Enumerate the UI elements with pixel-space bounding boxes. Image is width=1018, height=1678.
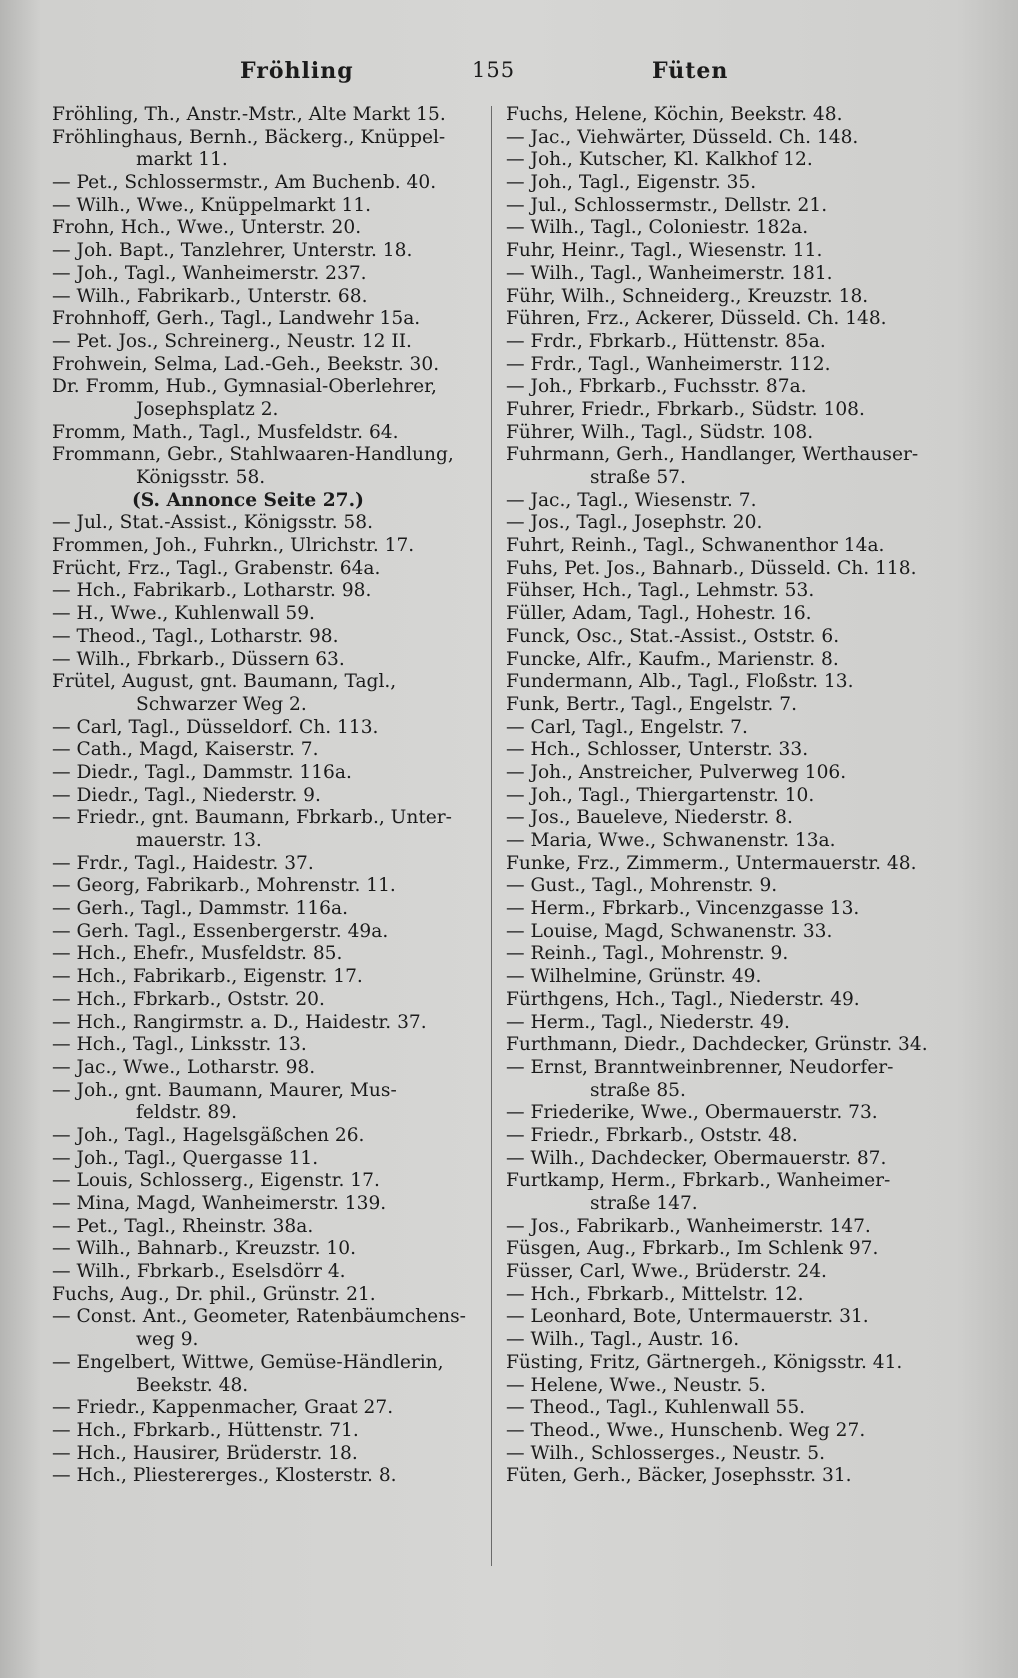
directory-entry: — Theod., Wwe., Hunschenb. Weg 27. bbox=[506, 1419, 866, 1441]
entry-continuation: straße 85. bbox=[590, 1079, 686, 1101]
directory-entry: — Joh., Tagl., Quergasse 11. bbox=[52, 1147, 319, 1169]
directory-entry: — Wilh., Bahnarb., Kreuzstr. 10. bbox=[52, 1238, 356, 1260]
directory-entry: — Gerh. Tagl., Essenbergerstr. 49a. bbox=[52, 920, 389, 942]
directory-entry: Führ, Wilh., Schneiderg., Kreuzstr. 18. bbox=[506, 285, 869, 307]
directory-entry: Frohnhoff, Gerh., Tagl., Landwehr 15a. bbox=[52, 308, 421, 330]
directory-entry: — Joh., Tagl., Thiergartenstr. 10. bbox=[506, 784, 815, 806]
directory-entry: — Pet. Jos., Schreinerg., Neustr. 12 II. bbox=[52, 330, 412, 352]
entry-continuation: Königsstr. 58. bbox=[136, 467, 266, 488]
directory-entry: Fürthgens, Hch., Tagl., Niederstr. 49. bbox=[506, 988, 860, 1010]
directory-entry: — Jac., Tagl., Wiesenstr. 7. bbox=[506, 489, 757, 511]
directory-entry: Fröhling, Th., Anstr.-Mstr., Alte Markt 15. bbox=[52, 104, 446, 125]
directory-entry: — Friederike, Wwe., Obermauerstr. 73. bbox=[506, 1102, 878, 1124]
directory-entry: Fröhlinghaus, Bernh., Bäckerg., Knüppel- bbox=[52, 126, 446, 148]
directory-entry: Füsgen, Aug., Fbrkarb., Im Schlenk 97. bbox=[506, 1238, 879, 1260]
column-divider bbox=[491, 106, 492, 1566]
directory-entry: Fuhr, Heinr., Tagl., Wiesenstr. 11. bbox=[506, 240, 823, 262]
directory-entry: — Mina, Magd, Wanheimerstr. 139. bbox=[52, 1193, 387, 1214]
entry-continuation: feldstr. 89. bbox=[136, 1102, 237, 1124]
directory-entry: Fuchs, Helene, Köchin, Beekstr. 48. bbox=[506, 104, 843, 125]
directory-entry: Funke, Frz., Zimmerm., Untermauerstr. 48. bbox=[506, 852, 917, 874]
directory-entry: — Diedr., Tagl., Niederstr. 9. bbox=[52, 784, 321, 806]
directory-entry: Führer, Wilh., Tagl., Südstr. 108. bbox=[506, 421, 814, 443]
entry-continuation: markt 11. bbox=[136, 149, 228, 171]
directory-entry: — Ernst, Branntweinbrenner, Neudorfer- bbox=[506, 1056, 894, 1078]
directory-entry: — Joh., gnt. Baumann, Maurer, Mus- bbox=[52, 1079, 397, 1101]
directory-entry: — Carl, Tagl., Engelstr. 7. bbox=[506, 716, 748, 738]
entry-continuation: straße 147. bbox=[590, 1193, 698, 1214]
entry-continuation: Beekstr. 48. bbox=[136, 1374, 249, 1396]
directory-entry: Frohwein, Selma, Lad.-Geh., Beekstr. 30. bbox=[52, 353, 440, 375]
directory-entry: Füten, Gerh., Bäcker, Josephsstr. 31. bbox=[506, 1465, 852, 1487]
directory-entry: — Carl, Tagl., Düsseldorf. Ch. 113. bbox=[52, 716, 379, 738]
directory-entry: Frücht, Frz., Tagl., Grabenstr. 64a. bbox=[52, 557, 381, 579]
directory-entry: — Engelbert, Wittwe, Gemüse-Händlerin, bbox=[52, 1351, 444, 1373]
directory-entry: — Georg, Fabrikarb., Mohrenstr. 11. bbox=[52, 875, 396, 897]
directory-entry: — Frdr., Tagl., Wanheimerstr. 112. bbox=[506, 353, 831, 375]
directory-entry: — Jos., Baueleve, Niederstr. 8. bbox=[506, 807, 793, 829]
directory-entry: Füller, Adam, Tagl., Hohestr. 16. bbox=[506, 603, 812, 625]
directory-entry: — Joh., Tagl., Hagelsgäßchen 26. bbox=[52, 1124, 365, 1146]
directory-entry: — Wilh., Fbrkarb., Eselsdörr 4. bbox=[52, 1261, 346, 1283]
directory-entry: — Theod., Tagl., Lotharstr. 98. bbox=[52, 625, 339, 647]
directory-entry: — Pet., Tagl., Rheinstr. 38a. bbox=[52, 1215, 314, 1237]
directory-entry: Frommann, Gebr., Stahlwaaren-Handlung, bbox=[52, 444, 454, 466]
directory-entry: Fühser, Hch., Tagl., Lehmstr. 53. bbox=[506, 580, 815, 602]
directory-entry: Frütel, August, gnt. Baumann, Tagl., bbox=[52, 671, 397, 693]
directory-entry: — Joh., Kutscher, Kl. Kalkhof 12. bbox=[506, 149, 813, 171]
directory-entry: — Jos., Fabrikarb., Wanheimerstr. 147. bbox=[506, 1215, 871, 1237]
annonce-note: (S. Annonce Seite 27.) bbox=[132, 489, 364, 511]
directory-entry: Füsting, Fritz, Gärtnergeh., Königsstr. 41. bbox=[506, 1351, 903, 1373]
directory-entry: Fundermann, Alb., Tagl., Floßstr. 13. bbox=[506, 671, 854, 693]
directory-entry: — Joh. Bapt., Tanzlehrer, Unterstr. 18. bbox=[52, 240, 413, 262]
directory-entry: — Pet., Schlossermstr., Am Buchenb. 40. bbox=[52, 172, 437, 194]
directory-entry: — Wilh., Tagl., Coloniestr. 182a. bbox=[506, 217, 809, 239]
directory-entry: — Theod., Tagl., Kuhlenwall 55. bbox=[506, 1397, 806, 1419]
directory-entry: — Hch., Schlosser, Unterstr. 33. bbox=[506, 739, 809, 761]
directory-entry: Fromm, Math., Tagl., Musfeldstr. 64. bbox=[52, 421, 399, 443]
directory-entry: — Gerh., Tagl., Dammstr. 116a. bbox=[52, 898, 349, 920]
directory-entry: — Friedr., Fbrkarb., Oststr. 48. bbox=[506, 1124, 798, 1146]
directory-entry: — Wilh., Fabrikarb., Unterstr. 68. bbox=[52, 285, 368, 307]
directory-entry: — Friedr., Kappenmacher, Graat 27. bbox=[52, 1397, 394, 1419]
entry-continuation: straße 57. bbox=[590, 467, 686, 488]
directory-entry: — Reinh., Tagl., Mohrenstr. 9. bbox=[506, 943, 789, 965]
directory-entry: — Cath., Magd, Kaiserstr. 7. bbox=[52, 739, 319, 761]
directory-entry: — Louis, Schlosserg., Eigenstr. 17. bbox=[52, 1170, 380, 1192]
directory-entry: — Wilh., Fbrkarb., Düssern 63. bbox=[52, 648, 345, 670]
directory-entry: — Maria, Wwe., Schwanenstr. 13a. bbox=[506, 830, 836, 851]
directory-entry: Füsser, Carl, Wwe., Brüderstr. 24. bbox=[506, 1261, 827, 1283]
directory-entry: — Hch., Fbrkarb., Oststr. 20. bbox=[52, 988, 325, 1010]
directory-entry: Furtkamp, Herm., Fbrkarb., Wanheimer- bbox=[506, 1170, 891, 1192]
directory-entry: — Const. Ant., Geometer, Ratenbäumchens- bbox=[52, 1306, 466, 1328]
directory-entry: Frommen, Joh., Fuhrkn., Ulrichstr. 17. bbox=[52, 535, 415, 557]
directory-entry: — Jac., Viehwärter, Düsseld. Ch. 148. bbox=[506, 126, 859, 148]
directory-entry: — Diedr., Tagl., Dammstr. 116a. bbox=[52, 761, 352, 783]
directory-entry: — Frdr., Tagl., Haidestr. 37. bbox=[52, 852, 314, 874]
directory-entry: — Joh., Tagl., Wanheimerstr. 237. bbox=[52, 262, 367, 284]
directory-entry: — Wilhelmine, Grünstr. 49. bbox=[506, 966, 762, 988]
directory-entry: Furthmann, Diedr., Dachdecker, Grünstr. 34. bbox=[506, 1034, 928, 1056]
directory-entry: — Joh., Tagl., Eigenstr. 35. bbox=[506, 172, 757, 194]
directory-entry: — Hch., Tagl., Linksstr. 13. bbox=[52, 1034, 307, 1056]
directory-entry: — Gust., Tagl., Mohrenstr. 9. bbox=[506, 875, 778, 897]
entry-continuation: mauerstr. 13. bbox=[136, 830, 262, 851]
directory-entry: Funck, Osc., Stat.-Assist., Oststr. 6. bbox=[506, 625, 840, 647]
directory-entry: — Herm., Tagl., Niederstr. 49. bbox=[506, 1011, 790, 1033]
directory-entry: — Hch., Hausirer, Brüderstr. 18. bbox=[52, 1442, 358, 1464]
directory-entry: — Hch., Pliestererges., Klosterstr. 8. bbox=[52, 1465, 397, 1487]
directory-entry: — Wilh., Wwe., Knüppelmarkt 11. bbox=[52, 194, 372, 216]
running-head-right: Füten bbox=[652, 58, 729, 84]
directory-entry: — Friedr., gnt. Baumann, Fbrkarb., Unter- bbox=[52, 807, 452, 829]
directory-entry: Funcke, Alfr., Kaufm., Marienstr. 8. bbox=[506, 648, 839, 670]
directory-entry: — H., Wwe., Kuhlenwall 59. bbox=[52, 603, 315, 625]
entry-continuation: Josephsplatz 2. bbox=[136, 398, 279, 420]
directory-entry: — Hch., Fbrkarb., Mittelstr. 12. bbox=[506, 1283, 804, 1305]
directory-entry: — Joh., Anstreicher, Pulverweg 106. bbox=[506, 761, 847, 783]
directory-entry: — Hch., Fbrkarb., Hüttenstr. 71. bbox=[52, 1419, 359, 1441]
left-column bbox=[52, 104, 482, 1488]
directory-entry: — Hch., Ehefr., Musfeldstr. 85. bbox=[52, 943, 343, 965]
directory-entry: — Louise, Magd, Schwanenstr. 33. bbox=[506, 920, 833, 942]
directory-entry: — Jos., Tagl., Josephstr. 20. bbox=[506, 512, 763, 534]
directory-entry: Fuhs, Pet. Jos., Bahnarb., Düsseld. Ch. 118. bbox=[506, 557, 917, 579]
right-column bbox=[506, 104, 946, 1488]
directory-entry: — Jac., Wwe., Lotharstr. 98. bbox=[52, 1056, 316, 1078]
directory-entry: — Wilh., Schlosserges., Neustr. 5. bbox=[506, 1442, 825, 1464]
directory-entry: — Herm., Fbrkarb., Vincenzgasse 13. bbox=[506, 898, 860, 920]
directory-entry: — Jul., Stat.-Assist., Königsstr. 58. bbox=[52, 512, 373, 534]
directory-entry: Fuhrt, Reinh., Tagl., Schwanenthor 14a. bbox=[506, 535, 885, 557]
page-number: 155 bbox=[472, 58, 516, 82]
directory-entry: — Wilh., Tagl., Wanheimerstr. 181. bbox=[506, 262, 833, 284]
directory-entry: — Hch., Fabrikarb., Eigenstr. 17. bbox=[52, 966, 363, 988]
directory-entry: — Hch., Rangirmstr. a. D., Haidestr. 37. bbox=[52, 1011, 427, 1033]
directory-entry: Fuhrer, Friedr., Fbrkarb., Südstr. 108. bbox=[506, 398, 865, 420]
entry-continuation: weg 9. bbox=[136, 1329, 199, 1351]
directory-entry: — Wilh., Tagl., Austr. 16. bbox=[506, 1329, 740, 1351]
running-head-left: Fröhling bbox=[240, 58, 354, 84]
directory-entry: Frohn, Hch., Wwe., Unterstr. 20. bbox=[52, 217, 362, 239]
directory-entry: — Jul., Schlossermstr., Dellstr. 21. bbox=[506, 194, 828, 216]
directory-entry: Fuchs, Aug., Dr. phil., Grünstr. 21. bbox=[52, 1283, 376, 1305]
directory-entry: Dr. Fromm, Hub., Gymnasial-Oberlehrer, bbox=[52, 376, 437, 398]
entry-continuation: Schwarzer Weg 2. bbox=[136, 693, 307, 715]
directory-entry: — Joh., Fbrkarb., Fuchsstr. 87a. bbox=[506, 376, 807, 398]
directory-entry: — Wilh., Dachdecker, Obermauerstr. 87. bbox=[506, 1147, 887, 1169]
directory-entry: — Hch., Fabrikarb., Lotharstr. 98. bbox=[52, 580, 372, 602]
directory-entry: Fuhrmann, Gerh., Handlanger, Werthauser- bbox=[506, 444, 919, 466]
directory-entry: — Helene, Wwe., Neustr. 5. bbox=[506, 1374, 766, 1396]
directory-entry: — Leonhard, Bote, Untermauerstr. 31. bbox=[506, 1306, 869, 1328]
directory-entry: — Frdr., Fbrkarb., Hüttenstr. 85a. bbox=[506, 330, 826, 352]
directory-entry: Funk, Bertr., Tagl., Engelstr. 7. bbox=[506, 693, 797, 715]
directory-entry: Führen, Frz., Ackerer, Düsseld. Ch. 148. bbox=[506, 308, 887, 330]
